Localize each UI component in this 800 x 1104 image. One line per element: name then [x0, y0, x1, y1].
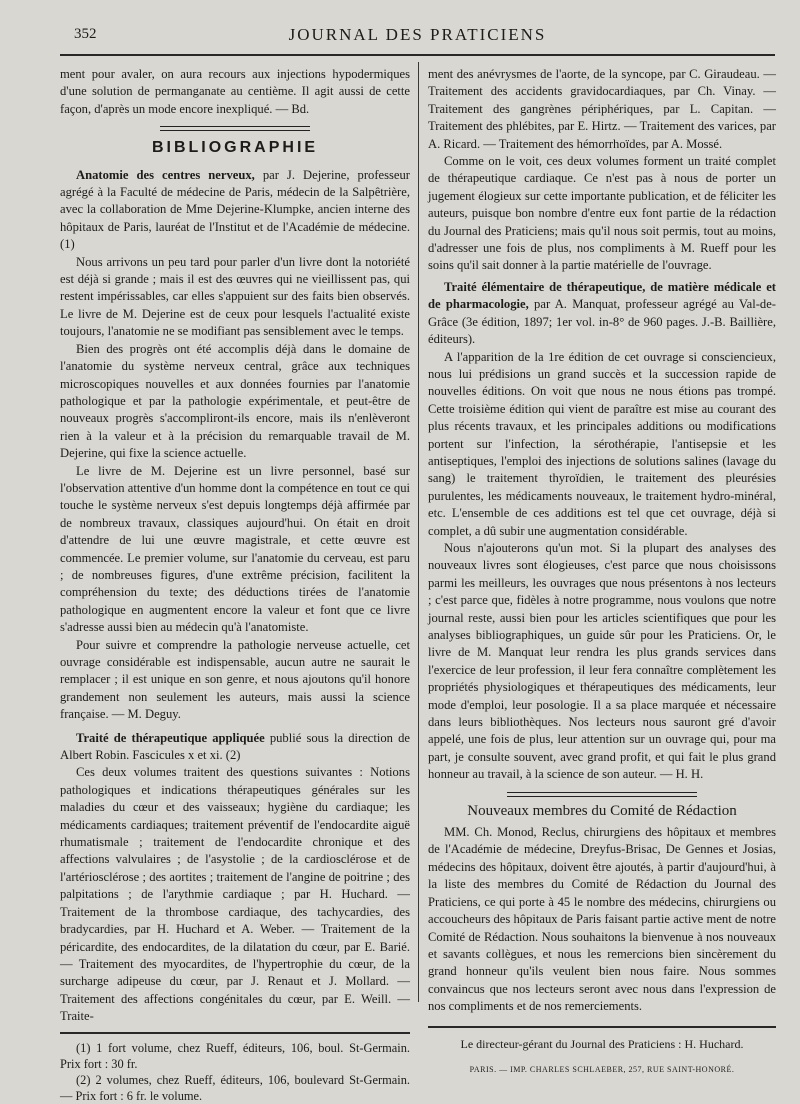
review-robin-citation — [60, 730, 410, 765]
footnotes — [60, 1040, 410, 1104]
closing-rule — [428, 1026, 776, 1028]
bibliography-rule — [160, 126, 310, 131]
directeur-line: Le directeur-gérant du Journal des Praticiens : H. Huchard. — [460, 1036, 744, 1051]
page-number: 352 — [74, 26, 97, 42]
committee-paragraph: MM. Ch. Monod, Reclus, chirurgiens des hôpitaux et membres de l'Académie de médecine, Dreyfus-Brisac, De Gennes et Josias, médecins des hôpitaux, doivent être ajoutés, à partir d'aujourd'hui, à la liste des membres du Comité de Rédaction du Journal des Praticiens, ce qui porte à 45 le nombre des médecins, chirurgiens ou accoucheurs des hôpitaux de Paris faisant partie active ment de notre Comité de Rédaction. Nous souhaitons la bienvenue à nos nouveaux et savants collègues, et nous les remercions bien sincèrement du grand honneur qu'ils veulent bien nous faire. Nous sommes convaincus que nos lecteurs seront avec nous dans l'expression de nos compliments et de nos remerciements. — [428, 825, 776, 1014]
review-dejerine-title: Anatomie des centres nerveux, — [76, 167, 255, 182]
right-column — [428, 66, 776, 1078]
bibliography-heading: BIBLIOGRAPHIE — [151, 139, 319, 157]
footnote-rule — [60, 1032, 410, 1034]
left-column — [60, 66, 410, 1104]
committee-heading: Nouveaux membres du Comité de Rédaction — [467, 802, 737, 819]
review-robin-paragraph: Ces deux volumes traitent des questions suivantes : Notions pathologiques et indications thérapeutiques générales sur les maladies du cœur et des vaisseaux; hygiène du cardiaque; les médicaments cardiaques; traitement préventif de l'endocardite aiguë rhumatismale ; traitement de l'endocardite chronique et des affections valvulaires ; de l'asystolie ; de la cardiosclérose et de l'artériosclérose ; des aortites ; traitement de l'angine de poitrine ; des palpitations ; de l'arythmie cardiaque ; par H. Huchard. — Traitement de la thrombose cardiaque, des tachycardies, des bradycardies, par H. Huchard et A. Weber. — Traitement de la péricardite, des endocardites, de la dilatation du cœur, par E. Barié. — Traitement des myocardites, de l'hypertrophie du cœur, de la surcharge adipeuse du cœur, par J. Renaut et J. Mollard. — Traitement des affections congénitales du cœur, par E. Weill. — Traite- — [60, 765, 410, 1024]
review-manquat-paragraph: A l'apparition de la 1re édition de cet ouvrage si consciencieux, nous lui prédisions un grand succès et la succession rapide de nouvelles éditions. On voit que nous ne nous étions pas trompé. Cette troisième édition qui vient de paraître est mise au courant des plus récents travaux, et les principales additions ou modifications portent sur l'infection, la sérothérapie, l'antisepsie et les antiseptiques, l'emploi des injections de solutions salines (lavage du sang) le traitement thyroïdien, le traitement des pleurésies purulentes, les médicaments nouveaux, le traitement hydro-minéral, etc. L'ensemble de ces additions est tel que cet ouvrage, déjà si complet, a dû subir une augmentation considérable. — [428, 349, 776, 538]
review-dejerine-paragraph: Bien des progrès ont été accomplis déjà dans le domaine de l'anatomie du système nerveux central, grâce aux techniques microscopiques nouvelles et aux données fournies par l'anatomie pathologique et par la pathologie expérimentale, et peut-être de nouveaux progrès s'accompliront-ils encore, mais ils n'enlèveront rien à la valeur et à la précision du remarquable travail de M. Dejerine, qui fixe la science actuelle. — [60, 341, 410, 461]
review-manquat-paragraph: Nous n'ajouterons qu'un mot. Si la plupart des analyses des nouveaux livres sont élogieuses, c'est parce que nous choisissons parmi les meilleurs, les ouvrages que nous présentons à nos lecteurs ; c'est parce que, fidèles à notre programme, nous voulons que notre journal reste, aussi bien pour les articles scientifiques que pour les analyses bibliographiques, un guide sûr pour les Praticiens. Or, le livre de M. Manquat leur rendra les plus grands services dans l'exercice de leur profession, il leur fera connaître complètement les propriétés physiologiques et thérapeutiques des médicaments, leur mode d'emploi, leur posologie. Il a sa place marquée et nécessaire dans leurs bibliothèques. Nos lecteurs nous sauront gré d'avoir appelé, une fois de plus, leur attention sur un ouvrage qui, pour ma part, je consulte souvent, avec grand profit, et qui fait le plus grand honneur au travail, à la science de son auteur. — H. H. — [428, 540, 776, 782]
review-robin-title: Traité de thérapeutique appliquée — [76, 730, 265, 745]
review-manquat-title: Traité élémentaire de thérapeutique, de matière médicale et de pharmacologie, — [428, 279, 776, 312]
review-dejerine-paragraph: Nous arrivons un peu tard pour parler d'un livre dont la notoriété est déjà si grande ; mais il est des œuvres qui ne vieillissent pas, qui restent impérissables, car elles s'appuient sur des faits bien observés. Le livre de M. Dejerine est de ceux pour lesquels l'actualité existe toujours, l'anatomie ne se modifiant pas sensiblement avec le temps. — [60, 254, 410, 339]
column-divider — [418, 62, 419, 1002]
review-dejerine-citation — [60, 167, 410, 254]
continuation-paragraph: ment des anévrysmes de l'aorte, de la syncope, par C. Giraudeau. — Traitement des accidents gravidocardiaques, par Ch. Vinay. — Traitement des gangrènes périphériques, par L. Capitan. — Traitement des phlébites, par E. Hirtz. — Traitement des varices, par A. Ricard. — Traitement des hémorrhoïdes, par A. Mossé. — [428, 67, 776, 151]
section-rule — [507, 792, 697, 797]
review-dejerine-paragraph: Pour suivre et comprendre la pathologie nerveuse actuelle, cet ouvrage considérable est indispensable, aucun autre ne saurait le remplacer ; il est unique en son genre, et nous ajoutons qu'il honore grandement non seulement les auteurs, mais aussi la science française. — M. Deguy. — [60, 637, 410, 722]
review-dejerine-paragraph: Le livre de M. Dejerine est un livre personnel, basé sur l'observation attentive d'un homme dont la compétence en tout ce qui touche le système nerveux s'est depuis longtemps déjà affirmée par de nombreux travaux, classiques aujourd'hui. On était en droit d'attendre de lui une œuvre magistrale, et cette œuvre est commencée. Le premier volume, sur l'anatomie du cerveau, est paru ; de nombreuses figures, d'une extrême précision, facilitent la compréhension du texte; des déductions tirées de l'anatomie pathologique en augmentent encore la valeur et font que ce livre s'adresse aussi bien au médecin qu'à l'anatomiste. — [60, 463, 410, 635]
printer-imprint: PARIS. — IMP. CHARLES SCHLAEBER, 257, RUE SAINT-HONORÉ. — [469, 1064, 735, 1074]
review-dejerine-details: par J. Dejerine, professeur agrégé à la Faculté de médecine de Paris, médecin de la Salpêtrière, avec la collaboration de Mme Dejerine-Klumpke, ancien interne des hôpitaux de Paris, lauréat de l'Institut et de l'Académie de médecine. (1) — [60, 167, 410, 252]
running-title: JOURNAL DES PRATICIENS — [288, 25, 547, 44]
footnote: (2) 2 volumes, chez Rueff, éditeurs, 106, boulevard St-Germain. — Prix fort : 6 fr. le volume. — [60, 1072, 410, 1103]
review-robin-details: publié sous la direction de Albert Robin. Fascicules x et xi. (2) — [60, 730, 410, 763]
review-manquat-citation — [428, 279, 776, 349]
page-header — [60, 20, 775, 56]
review-robin-comment: Comme on le voit, ces deux volumes forment un traité complet de thérapeutique cardiaque. Ce n'est pas à nous de porter un jugement élogieux sur cette importante publication, et de féliciter les auteurs, puisque bon nombre d'entre eux font partie de la rédaction du Journal des Praticiens; mais qu'il nous soit permis, tout au moins, d'adresser une fois de plus, nos compliments à M. Rueff pour les soins qu'il sait donner à la partie matérielle de l'ouvrage. — [428, 154, 776, 273]
intro-paragraph: ment pour avaler, on aura recours aux injections hypodermiques d'une solution de permanganate au centième. Il agit aussi de cette façon, d'après un mode encore inexpliqué. — Bd. — [60, 67, 410, 116]
review-manquat-details: par A. Manquat, professeur agrégé au Val-de-Grâce (3e édition, 1897; 1er vol. in-8° de 960 pages. J.-B. Baillière, éditeurs). — [428, 297, 776, 347]
footnote: (1) 1 fort volume, chez Rueff, éditeurs, 106, boul. St-Germain. Prix fort : 30 fr. — [60, 1040, 410, 1071]
